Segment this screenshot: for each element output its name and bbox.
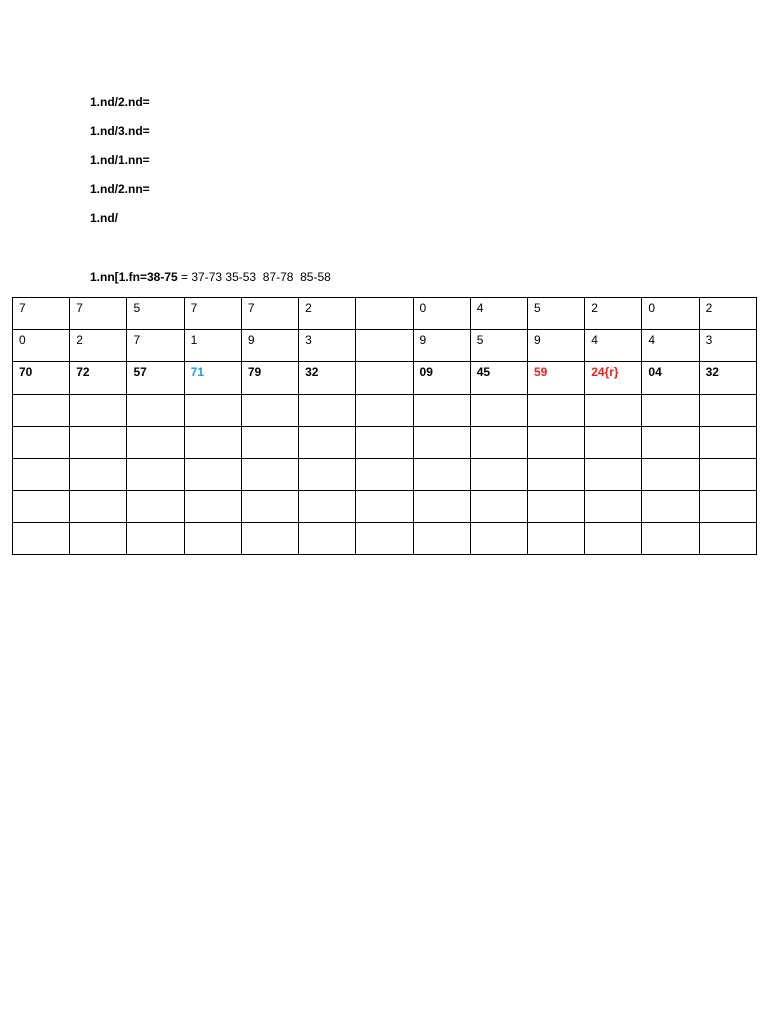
table-cell [299, 523, 356, 555]
table-cell [127, 395, 184, 427]
table-cell [241, 395, 298, 427]
table-cell: 9 [527, 330, 584, 362]
table-cell [585, 523, 642, 555]
table-cell: 7 [184, 298, 241, 330]
table-cell [184, 427, 241, 459]
table-row [13, 395, 757, 427]
formula-bold: 1.nn[1.fn=38-75 [90, 270, 178, 284]
table-cell [184, 491, 241, 523]
table-cell: 7 [127, 330, 184, 362]
table-cell [699, 459, 756, 491]
table-cell [13, 427, 70, 459]
table-cell: 04 [642, 362, 699, 395]
table-cell: 72 [70, 362, 127, 395]
table-row [13, 523, 757, 555]
table-cell: 4 [585, 330, 642, 362]
table-cell [127, 491, 184, 523]
line-1: 1.nd/2.nd= [90, 95, 150, 109]
table-cell [356, 330, 413, 362]
table-cell [13, 459, 70, 491]
table-cell [13, 491, 70, 523]
table-cell: 32 [299, 362, 356, 395]
table-cell [241, 427, 298, 459]
table-cell: 0 [13, 330, 70, 362]
table-cell: 3 [699, 330, 756, 362]
table-cell [70, 459, 127, 491]
table-row [13, 459, 757, 491]
table-cell [699, 395, 756, 427]
table-cell: 32 [699, 362, 756, 395]
table-cell: 70 [13, 362, 70, 395]
table-cell: 71 [184, 362, 241, 395]
table-cell [470, 395, 527, 427]
table-cell [470, 491, 527, 523]
formula-rest: = 37-73 35-53 87-78 85-58 [177, 270, 331, 284]
table-cell [527, 395, 584, 427]
table-cell: 3 [299, 330, 356, 362]
table-cell [585, 459, 642, 491]
table-cell: 5 [127, 298, 184, 330]
line-3: 1.nd/1.nn= [90, 153, 150, 167]
table-cell [13, 395, 70, 427]
table-cell: 7 [241, 298, 298, 330]
table-row [13, 362, 757, 395]
table-cell [413, 459, 470, 491]
table-cell [642, 459, 699, 491]
table-cell [527, 523, 584, 555]
table-cell [527, 491, 584, 523]
table-cell [70, 427, 127, 459]
table-cell [413, 491, 470, 523]
table-cell: 1 [184, 330, 241, 362]
table-cell [70, 523, 127, 555]
formula-line [90, 269, 331, 285]
table-cell [356, 395, 413, 427]
table-cell: 24{r} [585, 362, 642, 395]
table-row [13, 491, 757, 523]
table-cell [241, 523, 298, 555]
table-cell [470, 459, 527, 491]
table-cell [299, 491, 356, 523]
table-cell [356, 298, 413, 330]
table-cell [356, 523, 413, 555]
table-cell [413, 395, 470, 427]
table-cell [184, 523, 241, 555]
table-cell: 5 [527, 298, 584, 330]
table-cell: 9 [413, 330, 470, 362]
table-cell [241, 459, 298, 491]
number-table [12, 297, 757, 555]
table-cell [356, 459, 413, 491]
table-cell [356, 427, 413, 459]
table-cell: 57 [127, 362, 184, 395]
table-cell: 4 [642, 330, 699, 362]
table-row [13, 330, 757, 362]
table-cell [642, 491, 699, 523]
table-cell [470, 427, 527, 459]
line-5: 1.nd/ [90, 211, 119, 225]
table-cell [299, 427, 356, 459]
table-cell [127, 523, 184, 555]
table-cell [699, 523, 756, 555]
table-cell [299, 395, 356, 427]
table-cell: 7 [13, 298, 70, 330]
table-cell [642, 395, 699, 427]
table-cell [470, 523, 527, 555]
line-2: 1.nd/3.nd= [90, 124, 150, 138]
table-cell [13, 523, 70, 555]
table-cell: 2 [585, 298, 642, 330]
table-cell: 59 [527, 362, 584, 395]
table-cell [299, 459, 356, 491]
table-cell: 2 [299, 298, 356, 330]
table-cell [585, 395, 642, 427]
table-cell: 79 [241, 362, 298, 395]
table-cell [527, 459, 584, 491]
table-cell: 5 [470, 330, 527, 362]
table-cell [585, 427, 642, 459]
table-cell [184, 395, 241, 427]
table-cell [241, 491, 298, 523]
table-cell: 0 [413, 298, 470, 330]
table-cell [585, 491, 642, 523]
table-cell [356, 362, 413, 395]
table-cell [699, 491, 756, 523]
table-cell [413, 523, 470, 555]
table-cell: 09 [413, 362, 470, 395]
table-row [13, 298, 757, 330]
table-cell: 2 [699, 298, 756, 330]
line-4: 1.nd/2.nn= [90, 182, 150, 196]
table-cell [127, 459, 184, 491]
table-cell: 4 [470, 298, 527, 330]
table-cell [413, 427, 470, 459]
table-cell [127, 427, 184, 459]
table-cell: 2 [70, 330, 127, 362]
table-row [13, 427, 757, 459]
table-cell [642, 523, 699, 555]
table-cell [184, 459, 241, 491]
table-cell: 9 [241, 330, 298, 362]
table-cell [70, 491, 127, 523]
table-cell: 45 [470, 362, 527, 395]
table-cell [70, 395, 127, 427]
table-cell [642, 427, 699, 459]
table-cell [527, 427, 584, 459]
table-cell [356, 491, 413, 523]
header-lines [90, 94, 150, 239]
table-cell: 7 [70, 298, 127, 330]
table-cell: 0 [642, 298, 699, 330]
table-cell [699, 427, 756, 459]
